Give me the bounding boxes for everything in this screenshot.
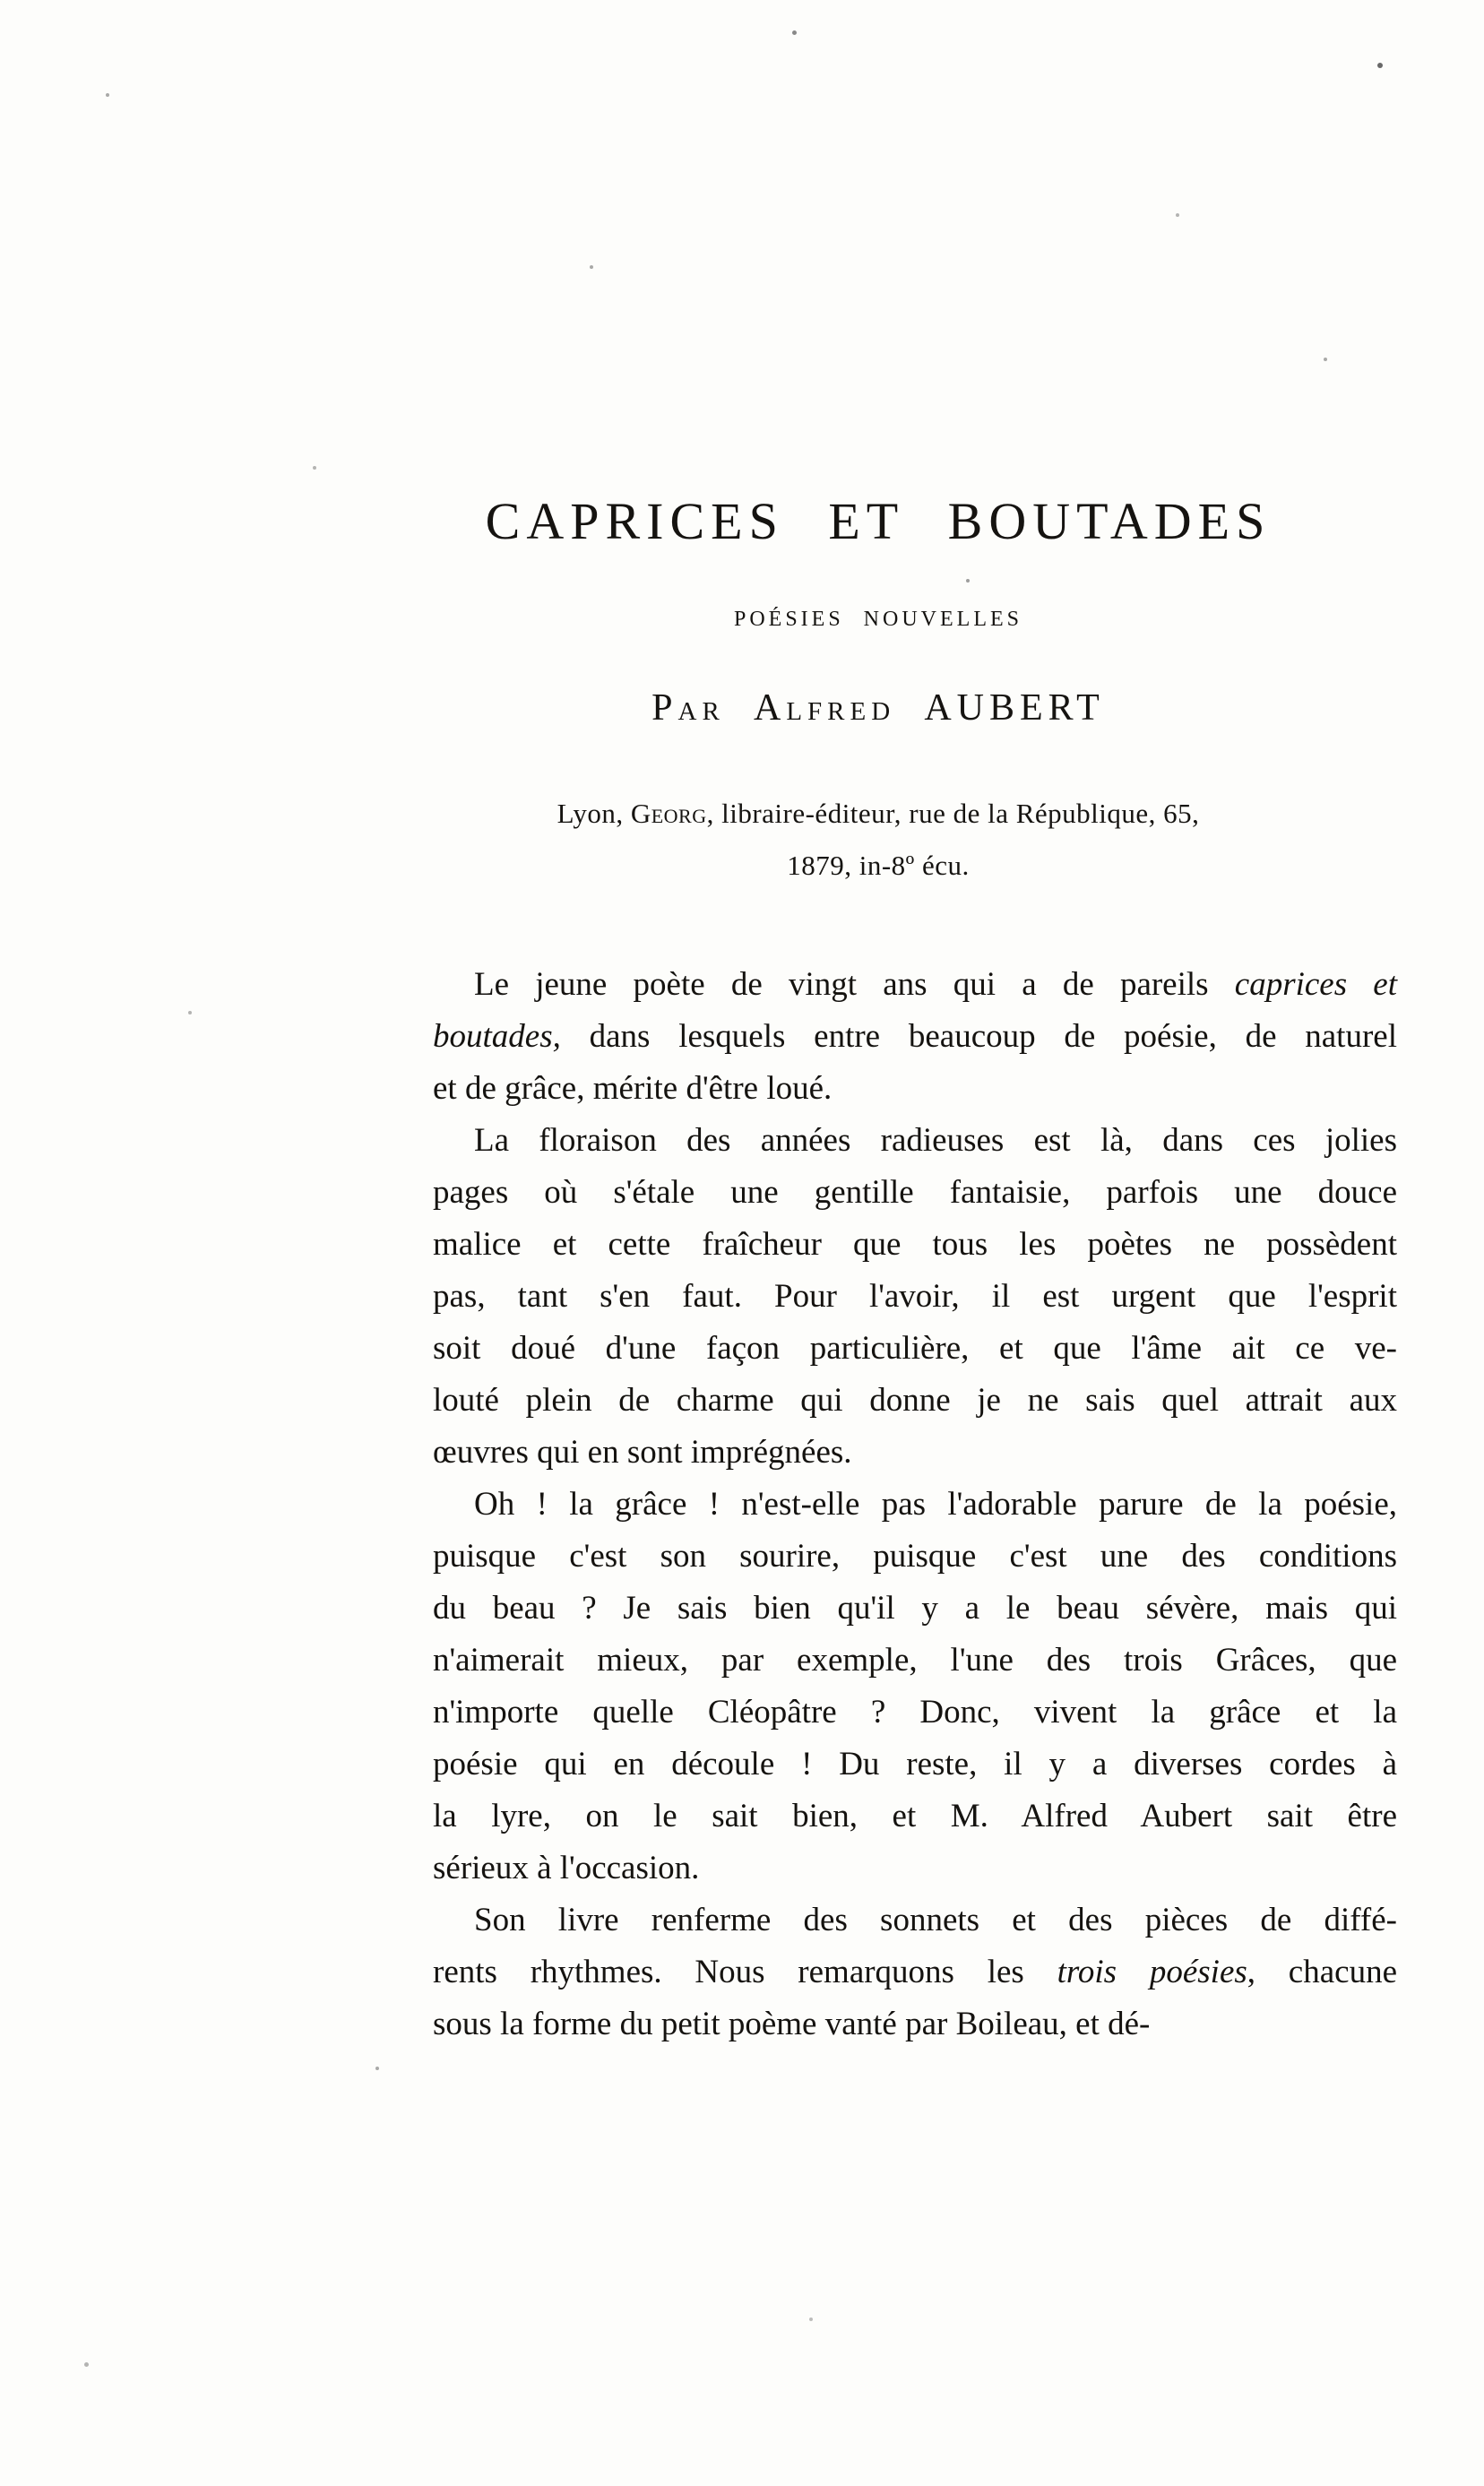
text-segment: Lyon, <box>556 798 631 829</box>
scan-speck <box>1377 63 1383 68</box>
text-segment: et de grâce, mérite d'être loué. <box>433 1070 833 1107</box>
text-line <box>433 1011 1397 1063</box>
text-segment: sérieux à l'occasion. <box>433 1850 700 1886</box>
text-segment: caprices et <box>1234 966 1398 1003</box>
text-line <box>433 1219 1397 1271</box>
paragraph <box>433 1895 1397 2050</box>
text-line <box>433 1947 1397 1998</box>
text-segment: , libraire-éditeur, rue de la République, 65, <box>706 798 1200 829</box>
text-line <box>433 1115 1397 1167</box>
paragraph <box>433 1479 1397 1895</box>
text-segment: louté plein de charme qui donne je ne sais quel attrait aux <box>433 1382 1397 1419</box>
text-line <box>433 1323 1397 1375</box>
text-line <box>433 1739 1397 1791</box>
paragraph <box>433 1115 1397 1479</box>
text-segment: dans lesquels entre beaucoup de poésie, de naturel <box>560 1018 1397 1055</box>
scan-speck <box>1176 213 1179 217</box>
text-segment: Oh ! la grâce ! n'est-elle pas l'adorable parure de la poésie, <box>474 1486 1397 1523</box>
review-text <box>433 959 1397 2050</box>
text-segment: soit doué d'une façon particulière, et que l'âme ait ce ve- <box>433 1330 1397 1367</box>
text-line <box>433 1063 1397 1115</box>
text-segment: puisque c'est son sourire, puisque c'est une des conditions <box>433 1538 1397 1575</box>
scan-speck <box>792 30 797 35</box>
scan-speck <box>313 466 316 470</box>
text-line <box>433 1167 1397 1219</box>
text-segment: , chacune <box>1247 1954 1397 1990</box>
scan-speck <box>1324 358 1327 361</box>
text-line <box>433 1271 1397 1323</box>
text-segment: n'importe quelle Cléopâtre ? Donc, vivent la grâce et la <box>433 1694 1397 1731</box>
text-segment: pages où s'étale une gentille fantaisie, parfois une douce <box>433 1174 1397 1211</box>
scan-speck <box>375 2067 379 2070</box>
text-segment: malice et cette fraîcheur que tous les poètes ne possèdent <box>433 1226 1397 1263</box>
text-segment: rents rhythmes. Nous remarquons les <box>433 1954 1057 1990</box>
text-segment: Son livre renferme des sonnets et des pièces de diffé- <box>474 1902 1397 1938</box>
text-segment: du beau ? Je sais bien qu'il y a le beau sévère, mais qui <box>433 1590 1397 1627</box>
text-line <box>433 1998 1397 2050</box>
text-segment: La floraison des années radieuses est là, dans ces jolies <box>474 1122 1397 1159</box>
scan-speck <box>966 579 970 583</box>
text-line <box>433 1791 1397 1843</box>
imprint-line-2: 1879, in-8º écu. <box>787 850 970 881</box>
text-line <box>433 1843 1397 1895</box>
scan-speck <box>84 2362 89 2367</box>
text-line <box>433 1895 1397 1947</box>
text-segment: sous la forme du petit poème vanté par Boileau, et dé- <box>433 2006 1151 2042</box>
text-segment: pas, tant s'en faut. Pour l'avoir, il est urgent que l'esprit <box>433 1278 1397 1315</box>
paragraph <box>433 959 1397 1115</box>
text-line <box>433 1583 1397 1635</box>
text-segment: Georg <box>630 798 707 829</box>
text-line <box>433 1635 1397 1687</box>
text-line <box>433 1375 1397 1427</box>
scan-speck <box>188 1011 192 1014</box>
imprint-line-1 <box>349 798 1407 830</box>
page-title: CAPRICES ET BOUTADES <box>485 492 1272 550</box>
text-line <box>433 1479 1397 1531</box>
subtitle: POÉSIES NOUVELLES <box>733 608 1022 631</box>
text-segment: boutades, <box>433 1018 561 1055</box>
byline: Par Alfred AUBERT <box>651 687 1105 729</box>
text-line <box>433 1687 1397 1739</box>
text-segment: poésie qui en découle ! Du reste, il y a diverses cordes à <box>433 1746 1397 1782</box>
text-segment: Le jeune poète de vingt ans qui a de pareils <box>474 966 1235 1003</box>
scan-speck <box>809 2318 813 2321</box>
text-line <box>433 959 1397 1011</box>
scan-speck <box>590 265 593 269</box>
text-segment: trois poésies <box>1057 1954 1247 1990</box>
text-segment: la lyre, on le sait bien, et M. Alfred Aubert sait être <box>433 1798 1397 1834</box>
text-line <box>433 1427 1397 1479</box>
text-line <box>433 1531 1397 1583</box>
text-segment: n'aimerait mieux, par exemple, l'une des trois Grâces, que <box>433 1642 1397 1679</box>
scan-speck <box>106 93 109 97</box>
text-segment: œuvres qui en sont imprégnées. <box>433 1434 852 1471</box>
